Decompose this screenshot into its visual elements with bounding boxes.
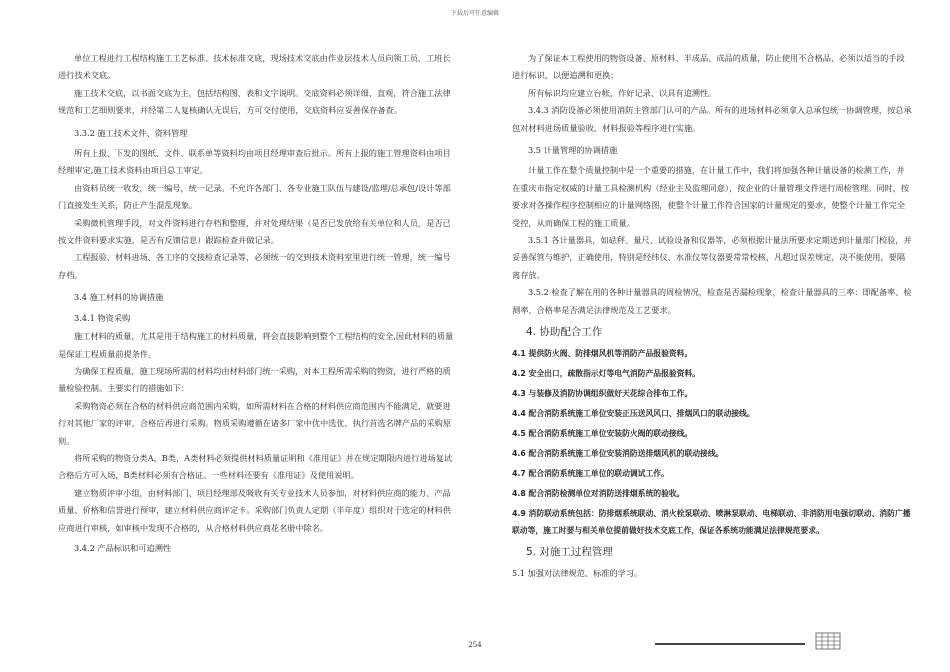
paragraph: 施工材料的质量，尤其是用于结构施工的材料质量，将会直接影响到整个工程结构的安全,因此材料的质量是保证工程质量前提条件。 xyxy=(58,331,454,359)
section-heading-4: 4. 协助配合工作 xyxy=(526,326,603,339)
footer-grid-icon xyxy=(815,632,841,650)
left-column xyxy=(58,50,458,558)
list-item: 4.2 安全出口，疏散指示灯等电气消防产品报验资料。 xyxy=(512,369,701,379)
paragraph: 单位工程进行工程结构施工工艺标准、技术标准交底，现场技术交底由作业层技术人员向领工员、工班长进行技术交底。 xyxy=(58,53,451,81)
list-item: 4.1 提供防火阀、防排烟风机等消防产品报验资料。 xyxy=(512,349,693,359)
paragraph: 计量工作在整个质量控制中是一个重要的措施，在计量工作中，我们将加强各种计量设备的检测工作，并在重庆市指定权威的计量工具检测机构（经业主及监理同意），按企业的计量管理文件进行周检管理。同时，按要求对各操作程序控制相应的计量网络图，使整个计量工作符合国家的计量规定的要求，使整个计量工作完全受控，从而确保工程的施工质量。 xyxy=(512,165,910,228)
section-heading-5: 5. 对施工过程管理 xyxy=(526,546,613,559)
paragraph: 3.4.3 消防设备必须使用消防主管部门认可的产品。所有的进场材料必须拿入总承包统一协调管理，按总承包对材料进场质量验收、材料报验等程序进行实施。 xyxy=(512,105,912,133)
right-column xyxy=(512,50,912,583)
section-heading-3-4: 3.4 施工材料的协调措施 xyxy=(74,292,164,303)
paragraph: 所有标识均应建立台帐，作好记录、以具有追溯性。 xyxy=(528,87,717,98)
paragraph: 采购微机管理手段，对文件资料进行存档和整理，并对处理结果（是否已发放给有关单位和人员，是否已按文件资料要求实施，是否有反馈信息）跟踪检查并做记录。 xyxy=(58,217,451,246)
list-item: 4.9 消防联动系统包括：防排烟系统联动、消火栓泵联动、喷淋泵联动、电梯联动、非消防用电强切联动、消防广播联动等，施工时要与相关单位提前做好技术交底工作，保证各系统功能满足法律规范要求。 xyxy=(512,509,911,536)
page-number: 254 xyxy=(468,641,482,649)
paragraph: 3.5.2 检查了解在用的各种计量器具的周检情况，检查是否漏检现象，检查计量器具的三率：即配备率、检测率、合格率是否满足法律规范及工艺要求。 xyxy=(512,287,912,315)
section-heading-3-4-1: 3.4.1 物资采购 xyxy=(74,312,131,323)
list-item: 4.8 配合消防检测单位对消防送排烟系统的验收。 xyxy=(512,489,685,499)
paragraph: 所有上报、下发的图纸、文件、联系单等资料均由项目经理审查后批示。所有上报的施工管理资料由项目经理审定,施工技术资料由项目总工审定。 xyxy=(58,148,451,176)
paragraph: 采购物资必须在合格的材料供应商范围内采购，如所需材料在合格的材料供应商范围内不能满足，就要进行对其他厂家的评审，合格后再进行采购。物质采购遵循在诸多厂家中优中选优，执行首选名牌产品的采购原则。 xyxy=(58,400,452,446)
paragraph: 工程报验、材料进场、各工序的交接检查记录等，必须统一的交到技术资料室里进行统一管理，统一编号存档。 xyxy=(58,252,451,280)
paragraph: 5.1 加强对法律规范、标准的学习。 xyxy=(512,568,643,579)
paragraph: 3.5.1 各计量器具，如砝秤、量尺、试验设备和仪器等，必须根据计量法所要求定期送到计量部门校验，并妥善保管与维护，正确使用，特别是经纬仪、水准仪等仪器要常常校核，凡超过误差规定，决不能使用，要隔离存放。 xyxy=(512,235,912,280)
section-heading-3-4-2: 3.4.2 产品标识和可追溯性 xyxy=(74,542,172,553)
paragraph: 为了保证本工程使用的物资设备、原材料、半成品、成品的质量，防止使用不合格品，必须以适当的手段进行标识，以便追溯和更换； xyxy=(512,53,905,81)
paragraph: 为确保工程质量，施工现场所需的材料均由材料部门统一采购，对本工程所需采购的物资，进行严格的质量检验控制。主要实行的措施如下： xyxy=(58,365,451,394)
list-item: 4.3 与装修及消防协调组织做好天花综合排布工作。 xyxy=(512,389,693,399)
footer-rule xyxy=(655,643,805,645)
list-item: 4.7 配合消防系统施工单位的联动调试工作。 xyxy=(512,469,669,479)
paragraph: 将所采购的物资分类A、B类，A类材料必须提供材料质量证明和《准用证》并在规定期限内进行进场复试合格后方可入场，B类材料必须有合格证。一些材料还要有《准用证》及使用说明。 xyxy=(58,452,453,481)
list-item: 4.6 配合消防系统施工单位安装消防送排烟风机的联动接线。 xyxy=(512,449,724,459)
section-heading-3-3-2: 3.3.2 施工技术文件、资料管理 xyxy=(74,127,188,138)
paragraph: 施工技术交底，以书面交底为主，包括结构图、表和文字说明。交底资料必须详细、直观，符合施工法律规范和工艺细则要求，并经第二人复核确认无误后，方可交付使用，交底资料应妥善保存备查。 xyxy=(58,87,451,116)
list-item: 4.4 配合消防系统施工单位安装正压送风风口、排烟风口的联动接线。 xyxy=(512,409,755,419)
page-header: 下载后可任意编辑 xyxy=(450,10,499,17)
list-item: 4.5 配合消防系统施工单位安装防火阀的联动接线。 xyxy=(512,429,693,439)
paragraph: 由资料员统一收发，统一编号，统一记录。不允许各部门、各专业施工队伍与建设/监理/总承包/设计等部门直接发生关系，防止产生混乱现象。 xyxy=(58,182,451,211)
section-heading-3-5: 3.5 计量管理的协调措施 xyxy=(528,145,618,156)
paragraph: 建立物质评审小组，由材料部门、项目经理部及吸收有关专业技术人员参加，对材料供应商的能力、产品质量、价格和信誉进行预审，建立材料供应商评定卡。采购部门负责人定期（半年度）组织对于选定的材料供应商进行审核，如审核中发现不合格的，从合格材料供应商花名册中除名。 xyxy=(58,487,452,533)
